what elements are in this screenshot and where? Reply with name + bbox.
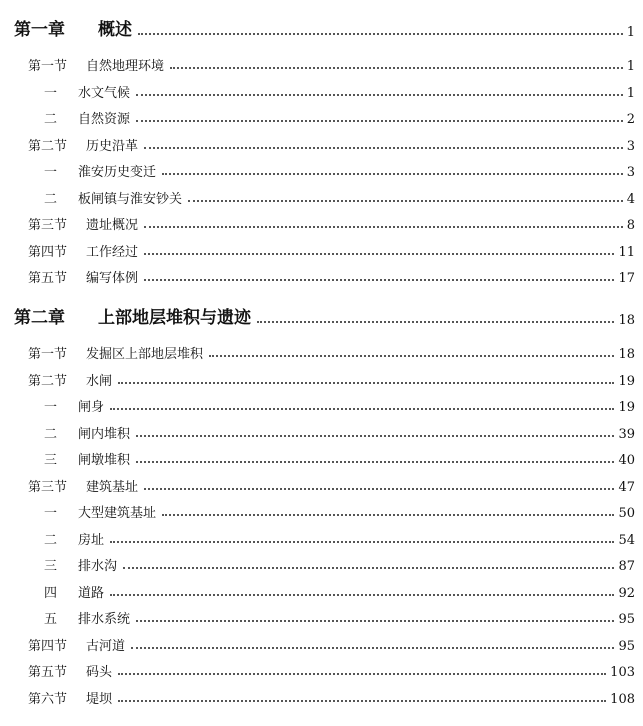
subsection-entry-title: 板闸镇与淮安钞关	[78, 191, 183, 207]
subsection-entry-page-number: 50	[618, 506, 635, 521]
chapter-heading-label	[14, 15, 132, 40]
subsection-entry-page-number: 2	[626, 112, 635, 127]
section-entry-number: 第一节	[28, 347, 68, 362]
chapter-heading-row	[0, 18, 643, 40]
dot-leader	[123, 567, 614, 569]
section-entry-number: 第五节	[28, 665, 68, 680]
subsection-entry-page-number: 19	[618, 400, 635, 415]
subsection-entry-label	[44, 423, 130, 442]
subsection-entry-label	[44, 396, 104, 415]
dot-leader	[110, 408, 614, 410]
section-entry-title: 发掘区上部地层堆积	[86, 347, 204, 362]
subsection-entry-number: 二	[44, 426, 58, 442]
section-entry-row	[0, 340, 643, 362]
dot-leader	[162, 514, 614, 516]
subsection-entry-page-number: 87	[618, 559, 635, 574]
section-entry-title: 遗址概况	[86, 218, 139, 233]
dot-leader	[144, 279, 614, 281]
subsection-entry-title: 闸墩堆积	[78, 453, 131, 468]
section-entry-title: 建筑基址	[86, 479, 139, 495]
dot-leader	[136, 94, 623, 96]
chapter-heading-page-number: 1	[626, 25, 635, 40]
dot-leader	[131, 647, 614, 649]
dot-leader	[136, 461, 614, 463]
dot-leader	[118, 700, 606, 702]
chapter-heading-title: 概述	[98, 20, 132, 40]
subsection-entry-label	[44, 582, 104, 601]
subsection-entry-number: 二	[44, 532, 58, 548]
section-entry-page-number: 19	[618, 373, 635, 389]
section-entry-page-number: 17	[618, 271, 635, 286]
section-entry-page-number: 95	[618, 638, 635, 654]
dot-leader	[144, 488, 614, 490]
subsection-entry-title: 闸身	[78, 400, 105, 415]
section-entry-row	[0, 685, 643, 707]
subsection-entry-row	[0, 158, 643, 180]
subsection-entry-number: 二	[44, 112, 58, 127]
dot-leader	[118, 382, 614, 384]
subsection-entry-page-number: 95	[618, 612, 635, 627]
subsection-entry-row	[0, 105, 643, 127]
subsection-entry-number: 一	[44, 506, 58, 521]
subsection-entry-title: 淮安历史变迁	[78, 165, 157, 180]
subsection-entry-row	[0, 446, 643, 468]
section-entry-row	[0, 632, 643, 654]
subsection-entry-label	[44, 82, 130, 101]
subsection-entry-row	[0, 552, 643, 574]
subsection-entry-page-number: 1	[626, 85, 635, 101]
section-entry-label	[28, 661, 112, 680]
subsection-entry-page-number: 92	[618, 585, 635, 601]
dot-leader	[136, 120, 623, 122]
dot-leader	[209, 355, 614, 357]
dot-leader	[136, 620, 614, 622]
dot-leader	[188, 200, 623, 202]
subsection-entry-row	[0, 499, 643, 521]
dot-leader	[162, 173, 623, 175]
section-entry-number: 第一节	[28, 59, 68, 74]
subsection-entry-label	[44, 555, 117, 574]
section-entry-label	[28, 688, 112, 707]
subsection-entry-title: 排水系统	[78, 612, 131, 627]
subsection-entry-number: 二	[44, 191, 58, 207]
section-entry-row	[0, 132, 643, 154]
chapter-heading-number: 第一章	[14, 20, 65, 40]
section-entry-page-number: 8	[626, 218, 635, 233]
dot-leader	[118, 673, 606, 675]
subsection-entry-label	[44, 161, 156, 180]
subsection-entry-row	[0, 185, 643, 207]
section-entry-page-number: 108	[610, 691, 635, 707]
section-entry-page-number: 1	[626, 59, 635, 74]
section-entry-title: 自然地理环境	[86, 59, 165, 74]
subsection-entry-row	[0, 579, 643, 601]
dot-leader	[144, 226, 623, 228]
section-entry-row	[0, 211, 643, 233]
dot-leader	[136, 435, 614, 437]
subsection-entry-number: 一	[44, 165, 58, 180]
dot-leader	[144, 253, 614, 255]
subsection-entry-title: 自然资源	[78, 112, 131, 127]
subsection-entry-number: 一	[44, 400, 58, 415]
dot-leader	[110, 594, 614, 596]
section-entry-title: 历史沿革	[86, 138, 139, 154]
chapter-heading-number: 第二章	[14, 308, 65, 328]
section-entry-label	[28, 343, 203, 362]
subsection-entry-row	[0, 79, 643, 101]
section-entry-title: 工作经过	[86, 244, 139, 260]
section-entry-page-number: 11	[618, 244, 635, 260]
subsection-entry-title: 排水沟	[78, 559, 118, 574]
section-entry-row	[0, 658, 643, 680]
section-entry-label	[28, 267, 138, 286]
dot-leader	[110, 541, 614, 543]
section-entry-number: 第二节	[28, 138, 68, 154]
subsection-entry-number: 四	[44, 585, 58, 601]
section-entry-row	[0, 52, 643, 74]
section-entry-number: 第四节	[28, 244, 68, 260]
subsection-entry-label	[44, 108, 130, 127]
chapter-heading-label	[14, 303, 251, 328]
section-entry-page-number: 103	[610, 665, 635, 680]
subsection-entry-number: 五	[44, 612, 58, 627]
subsection-entry-row	[0, 605, 643, 627]
section-entry-label	[28, 55, 164, 74]
section-entry-number: 第三节	[28, 479, 68, 495]
subsection-entry-title: 水文气候	[78, 85, 131, 101]
subsection-entry-page-number: 4	[626, 191, 635, 207]
section-entry-label	[28, 370, 112, 389]
subsection-entry-title: 道路	[78, 585, 105, 601]
section-entry-page-number: 3	[626, 138, 635, 154]
subsection-entry-row	[0, 420, 643, 442]
section-entry-number: 第四节	[28, 638, 68, 654]
subsection-entry-title: 闸内堆积	[78, 426, 131, 442]
section-entry-title: 编写体例	[86, 271, 139, 286]
subsection-entry-label	[44, 502, 156, 521]
subsection-entry-label	[44, 608, 130, 627]
subsection-entry-label	[44, 529, 104, 548]
subsection-entry-page-number: 54	[618, 532, 635, 548]
section-entry-row	[0, 238, 643, 260]
section-entry-label	[28, 635, 125, 654]
section-entry-title: 古河道	[86, 638, 126, 654]
section-entry-page-number: 47	[618, 479, 635, 495]
subsection-entry-row	[0, 526, 643, 548]
section-entry-row	[0, 367, 643, 389]
section-entry-row	[0, 264, 643, 286]
dot-leader	[257, 321, 614, 323]
dot-leader	[170, 67, 623, 69]
section-entry-page-number: 18	[618, 347, 635, 362]
section-entry-number: 第六节	[28, 691, 68, 707]
subsection-entry-page-number: 40	[618, 453, 635, 468]
dot-leader	[138, 33, 623, 35]
section-entry-title: 水闸	[86, 373, 113, 389]
chapter-heading-page-number: 18	[618, 313, 635, 328]
subsection-entry-page-number: 3	[626, 165, 635, 180]
section-entry-number: 第五节	[28, 271, 68, 286]
subsection-entry-number: 一	[44, 85, 58, 101]
section-entry-number: 第三节	[28, 218, 68, 233]
chapter-heading-title: 上部地层堆积与遗迹	[98, 308, 251, 328]
dot-leader	[144, 147, 623, 149]
subsection-entry-label	[44, 449, 130, 468]
section-entry-number: 第二节	[28, 373, 68, 389]
section-entry-title: 码头	[86, 665, 113, 680]
section-entry-label	[28, 476, 138, 495]
subsection-entry-number: 三	[44, 453, 58, 468]
section-entry-label	[28, 214, 138, 233]
subsection-entry-number: 三	[44, 559, 58, 574]
section-entry-label	[28, 241, 138, 260]
subsection-entry-page-number: 39	[618, 426, 635, 442]
subsection-entry-title: 大型建筑基址	[78, 506, 157, 521]
subsection-entry-label	[44, 188, 182, 207]
subsection-entry-title: 房址	[78, 532, 105, 548]
section-entry-title: 堤坝	[86, 691, 113, 707]
chapter-heading-row	[0, 306, 643, 328]
section-entry-row	[0, 473, 643, 495]
section-entry-label	[28, 135, 138, 154]
subsection-entry-row	[0, 393, 643, 415]
